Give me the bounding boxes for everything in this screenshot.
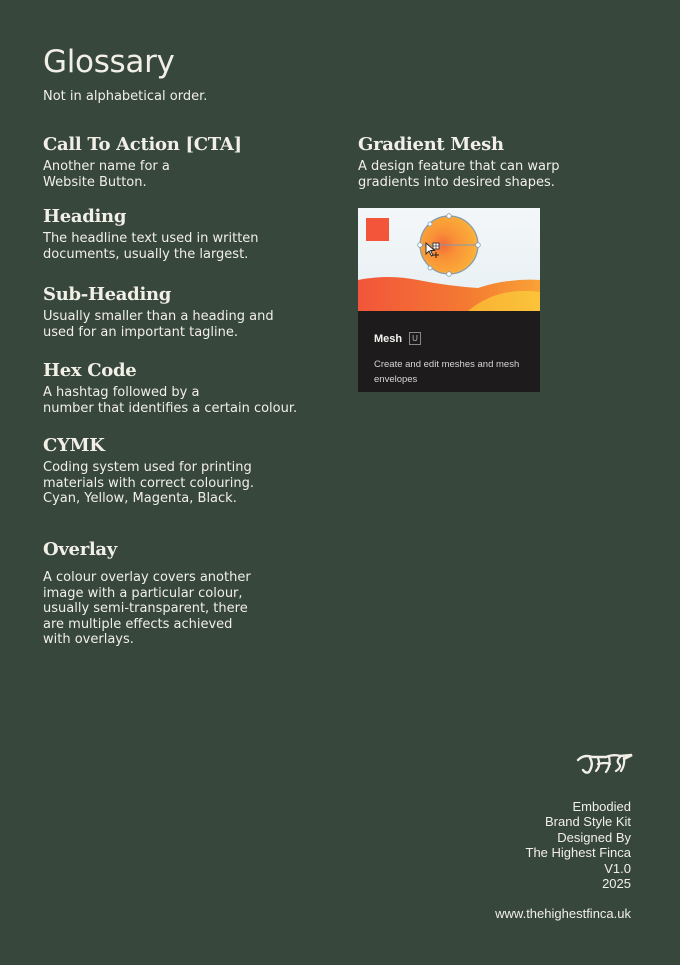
credit-line: V1.0 (604, 860, 631, 876)
term-name: Call To Action [CTA] (43, 134, 242, 155)
credit-line: Embodied (572, 799, 631, 814)
website-link[interactable]: www.thehighestfinca.uk (495, 906, 631, 921)
credit-line: Designed By (557, 829, 631, 845)
glossary-term-gradient-mesh (358, 134, 560, 190)
credit-line: 2025 (602, 876, 631, 892)
term-name: Hex Code (43, 360, 137, 381)
glossary-term-hex-code (43, 360, 297, 416)
glossary-term-heading (43, 206, 259, 262)
shortcut-key: U (409, 332, 421, 345)
page-title: Glossary (43, 44, 175, 80)
brand-logo (576, 750, 634, 776)
term-definition: Coding system used for printing materials with correct colouring. Cyan, Yellow, Magenta, Black. (43, 460, 255, 506)
term-name: Sub-Heading (43, 284, 172, 305)
term-name: CYMK (43, 435, 105, 456)
page-subtitle: Not in alphabetical order. (43, 89, 208, 104)
term-definition: A colour overlay covers another image with a particular colour, usually semi-transparent, there are multiple effects achieved with overlays. (43, 570, 251, 647)
tool-description: Create and edit meshes and mesh envelopes (374, 359, 520, 385)
credits-block (526, 799, 632, 891)
credit-line: Brand Style Kit (545, 814, 631, 830)
term-name: Gradient Mesh (358, 134, 504, 155)
glossary-term-cymk (43, 435, 254, 507)
term-definition: Another name for a Website Button. (43, 159, 170, 190)
mesh-tool-illustration (358, 208, 540, 311)
glossary-term-sub-heading (43, 284, 274, 340)
term-definition: The headline text used in written documents, usually the largest. (43, 231, 259, 262)
tool-name: Mesh (374, 333, 403, 345)
term-definition: Usually smaller than a heading and used for an important tagline. (43, 309, 274, 340)
glossary-term-overlay (43, 539, 251, 648)
term-definition: A design feature that can warp gradients into desired shapes. (358, 159, 560, 190)
term-name: Overlay (43, 539, 117, 560)
red-swatch (366, 218, 389, 241)
glossary-term-cta (43, 134, 242, 190)
credit-line: The Highest Finca (525, 845, 631, 861)
tooltip-panel (358, 311, 540, 392)
mesh-tool-tooltip-image (358, 208, 540, 392)
term-name: Heading (43, 206, 127, 227)
term-definition: A hashtag followed by a number that identifies a certain colour. (43, 385, 298, 416)
